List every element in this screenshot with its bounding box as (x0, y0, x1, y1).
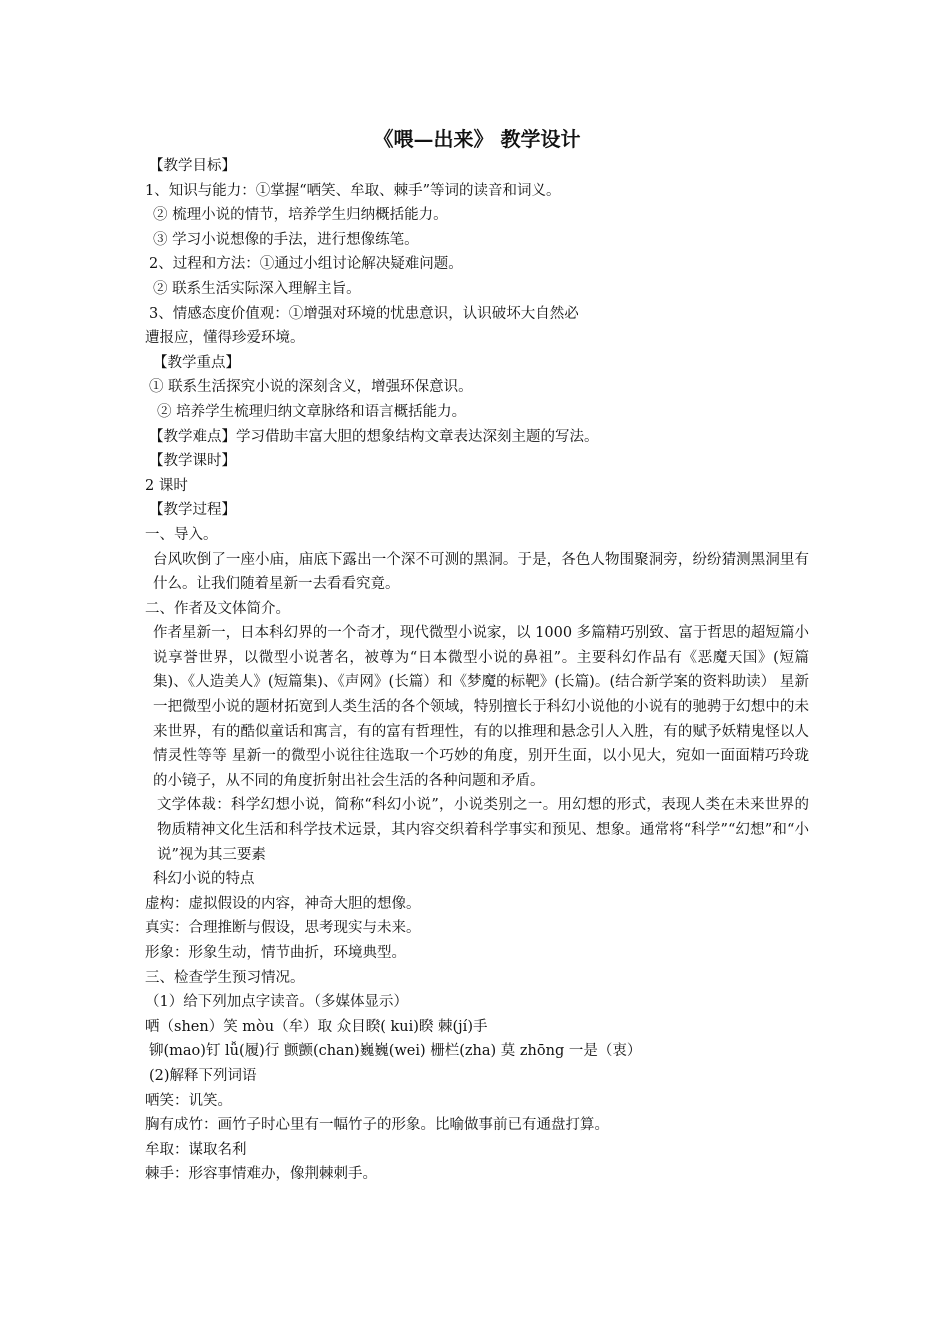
text-line: 【教学目标】 (149, 158, 236, 174)
text-line: ③ 学习小说想像的手法，进行想像练笔。 (153, 231, 419, 248)
text-paragraph: 作者星新一，日本科幻界的一个奇才，现代微型小说家，以 1000 多篇精巧别致、富于哲思的超短篇小说享誉世界，以微型小说著名，被尊为“日本微型小说的鼻祖”。主要科幻作品有《恶魔天国》(短篇 集)、《人造美人》(短篇集)、《声网》(长篇）和《梦魔的标靶》(长篇)。(结合新学案的资料助读） 星新一把微型小说的题材拓宽到人类生活的各个领域，特别擅长于科幻小说他的小说有的驰骋于幻想中的未来世界，有的酷似童话和寓言，有的富有哲理性，有的以推理和悬念引人入胜，有的赋予妖精鬼怪以人情灵性等等 星新一的微型小说往往选取一个巧妙的角度，别开生面，以小见大，宛如一面面精巧玲珑的小镜子，从不同的角度折射出社会生活的各种问题和矛盾。 (153, 625, 809, 789)
document-body (145, 154, 809, 1187)
document-page (145, 124, 809, 1187)
text-line: 遭报应，懂得珍爱环境。 (145, 330, 305, 347)
text-line: 2 课时 (145, 477, 188, 494)
text-line: 3、情感态度价值观：①增强对环境的忧患意识，认识破坏大自然必 (149, 305, 579, 322)
text-line: 1、知识与能力：①掌握“哂笑、牟取、棘手”等词的读音和词义。 (145, 182, 561, 199)
text-paragraph: 文学体裁：科学幻想小说，简称“科幻小说”，小说类别之一。用幻想的形式，表现人类在未来世界的物质精神文化生活和科学技术远景，其内容交织着科学事实和预见、想象。通常将“科学”“幻想”和“小说”视为其三要素 (157, 797, 809, 863)
text-line: 二、作者及文体简介。 (145, 600, 290, 617)
text-line: 棘手：形容事情难办，像荆棘刺手。 (145, 1166, 377, 1183)
text-line: 真实：合理推断与假设，思考现实与未来。 (145, 920, 421, 937)
text-line: (2)解释下列词语 (149, 1067, 257, 1084)
text-line: （1）给下列加点字读音。（多媒体显示） (145, 994, 408, 1011)
text-line: 【教学课时】 (149, 453, 236, 470)
text-line: 【教学重点】 (153, 354, 240, 371)
text-line: ② 培养学生梳理归纳文章脉络和语言概括能力。 (157, 403, 467, 420)
text-line: 【教学难点】学习借助丰富大胆的想象结构文章表达深刻主题的写法。 (149, 428, 599, 445)
text-line: ② 梳理小说的情节，培养学生归纳概括能力。 (153, 207, 448, 224)
document-title: 《喂—出来》 教学设计 (373, 127, 581, 151)
text-line: 胸有成竹：画竹子时心里有一幅竹子的形象。比喻做事前已有通盘打算。 (145, 1117, 609, 1134)
text-line: ② 联系生活实际深入理解主旨。 (153, 280, 361, 297)
text-paragraph: 台风吹倒了一座小庙，庙底下露出一个深不可测的黑洞。于是，各色人物围聚洞旁，纷纷猜测黑洞里有什么。让我们随着星新一去看看究竟。 (153, 551, 809, 593)
text-line: 形象：形象生动，情节曲折，环境典型。 (145, 945, 406, 961)
text-line: 铆(mao)钉 lǚ(履)行 颤颤(chan)巍巍(wei) 栅栏(zha) 莫 zhōng 一是（衷） (149, 1043, 642, 1060)
text-line: 科幻小说的特点 (153, 871, 255, 888)
text-line: 三、检查学生预习情况。 (145, 969, 305, 986)
text-line: 牟取：谋取名利 (145, 1141, 247, 1158)
text-line: 2、过程和方法：①通过小组讨论解决疑难问题。 (149, 256, 463, 273)
text-line: 一、导入。 (145, 526, 218, 543)
text-line: ① 联系生活探究小说的深刻含义，增强环保意识。 (149, 379, 473, 396)
text-line: 虚构：虚拟假设的内容，神奇大胆的想像。 (145, 895, 421, 912)
text-line: 哂（shen）笑 mòu（牟）取 众目睽( kui)睽 棘(jí)手 (145, 1018, 488, 1035)
text-line: 哂笑：讥笑。 (145, 1092, 232, 1109)
text-line: 【教学过程】 (149, 502, 236, 519)
